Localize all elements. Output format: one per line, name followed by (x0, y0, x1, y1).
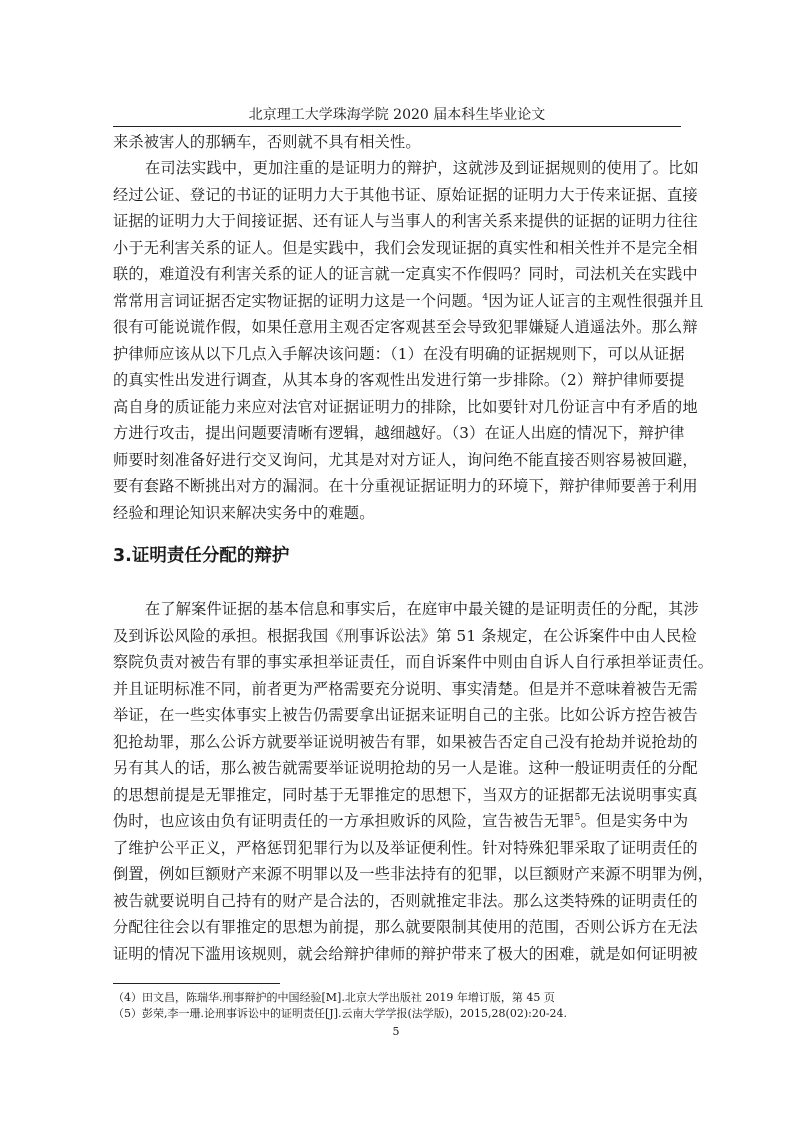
footnote-ref-5[interactable]: 5 (574, 812, 581, 823)
text-segment: 常常用言词证据否定实物证据的证明力这是一个问题。 (113, 291, 483, 310)
text-line: 要有套路不断挑出对方的漏洞。在十分重视证据证明力的环境下，辩护律师要善于利用 (113, 477, 698, 495)
footnotes (113, 990, 681, 1022)
text-line: 在司法实践中，更加注重的是证明力的辩护，这就涉及到证据规则的使用了。比如 (145, 159, 699, 177)
text-segment: 。但是实务中为 (580, 812, 689, 830)
text-line: 被告就要说明自己持有的财产是合法的，否则就推定非法。那么这类特殊的证明责任的 (113, 891, 698, 910)
text-line: 犯抢劫罪，那么公诉方就要举证说明被告有罪，如果被告否定自己没有抢劫并说抢劫的 (113, 732, 698, 751)
text-line: 并且证明标准不同，前者更为严格需要充分说明、事实清楚。但是并不意味着被告无需 (113, 679, 698, 698)
footnote-4: （4）田文昌，陈瑞华.刑事辩护的中国经验[M].北京大学出版社 2019 年增订版，第 45 页 (113, 991, 555, 1004)
header-title: 北京理工大学珠海学院 2020 届本科生毕业论文 (248, 107, 546, 123)
text-line: 联的，难道没有利害关系的证人的证言就一定真实不作假吗？同时，司法机关在实践中 (113, 265, 698, 283)
text-line: 在了解案件证据的基本信息和事实后，在庭审中最关键的是证明责任的分配，其涉 (145, 600, 699, 618)
text-line: 经过公证、登记的书证的证明力大于其他书证、原始证据的证明力大于传来证据、直接 (113, 185, 698, 204)
text-line-with-footnote (113, 288, 704, 315)
running-header (113, 104, 681, 126)
text-line: 很有可能说谎作假，如果任意用主观否定客观甚至会导致犯罪嫌疑人逍遥法外。那么辩 (113, 318, 698, 336)
text-line: 的真实性出发进行调查，从其本身的客观性出发进行第一步排除。（2）辩护律师要提 (113, 371, 685, 389)
text-line: 来杀被害人的那辆车，否则就不具有相关性。 (113, 133, 421, 151)
page-number: 5 (392, 1025, 400, 1038)
text-line: 及到诉讼风险的承担。根据我国《刑事诉讼法》第 51 条规定，在公诉案件中由人民检 (113, 626, 697, 645)
paragraph-continuation (113, 129, 681, 156)
text-line: 分配往往会以有罪推定的思想为前提，那么就要限制其使用的范围，否则公诉方在无法 (113, 918, 698, 936)
text-line: 另有其人的话，那么被告就需要举证说明抢劫的另一人是谁。这种一般证明责任的分配 (113, 759, 698, 777)
text-line: 察院负责对被告有罪的事实承担举证责任，而自诉案件中则由自诉人自行承担举证责任。 (113, 653, 714, 671)
paragraph-burden-of-proof (113, 596, 714, 967)
text-segment: 因为证人证言的主观性很强并且 (488, 291, 704, 310)
header-rule (113, 126, 681, 127)
section-heading: 3.证明责任分配的辩护 (113, 546, 290, 566)
footnote-5: （5）彭荣,李一珊.论刑事诉讼中的证明责任[J].云南大学学报(法学版)，2015,28(02):20-24. (113, 1007, 568, 1020)
text-line: 师要时刻准备好进行交叉询问，尤其是对对方证人，询问绝不能直接否则容易被回避， (113, 450, 698, 469)
footnote-rule (113, 983, 280, 984)
text-line: 经验和理论知识来解决实务中的难题。 (113, 503, 375, 522)
paragraph-evidence-rules (113, 155, 704, 526)
text-line: 证据的证明力大于间接证据、还有证人与当事人的利害关系来提供的证据的证明力往往 (113, 212, 698, 230)
text-line: 小于无利害关系的证人。但是实践中，我们会发现证据的真实性和相关性并不是完全相 (113, 238, 698, 257)
text-line: 倒置，例如巨额财产来源不明罪以及一些非法持有的犯罪，以巨额财产来源不明罪为例， (113, 865, 714, 883)
text-line: 了维护公平正义，严格惩罚犯罪行为以及举证便利性。针对特殊犯罪采取了证明责任的 (113, 838, 698, 857)
text-line: 护律师应该从以下几点入手解决该问题：（1）在没有明确的证据规则下，可以从证据 (113, 344, 685, 363)
text-line: 的思想前提是无罪推定，同时基于无罪推定的思想下，当双方的证据都无法说明事实真 (113, 785, 698, 804)
text-line: 高自身的质证能力来应对法官对证据证明力的排除，比如要针对几份证言中有矛盾的地 (113, 397, 698, 416)
text-line: 举证，在一些实体事实上被告仍需要拿出证据来证明自己的主张。比如公诉方控告被告 (113, 706, 698, 724)
text-line: 方进行攻击，提出问题要清晰有逻辑，越细越好。（3）在证人出庭的情况下，辩护律 (113, 424, 685, 442)
footnote-ref-4[interactable]: 4 (482, 292, 489, 303)
text-segment: 伪时，也应该由负有证明责任的一方承担败诉的风险，宣告被告无罪 (113, 812, 575, 830)
text-line-with-footnote (113, 808, 689, 835)
text-line: 证明的情况下滥用该规则，就会给辩护律师的辩护带来了极大的困难，就是如何证明被 (113, 944, 698, 963)
